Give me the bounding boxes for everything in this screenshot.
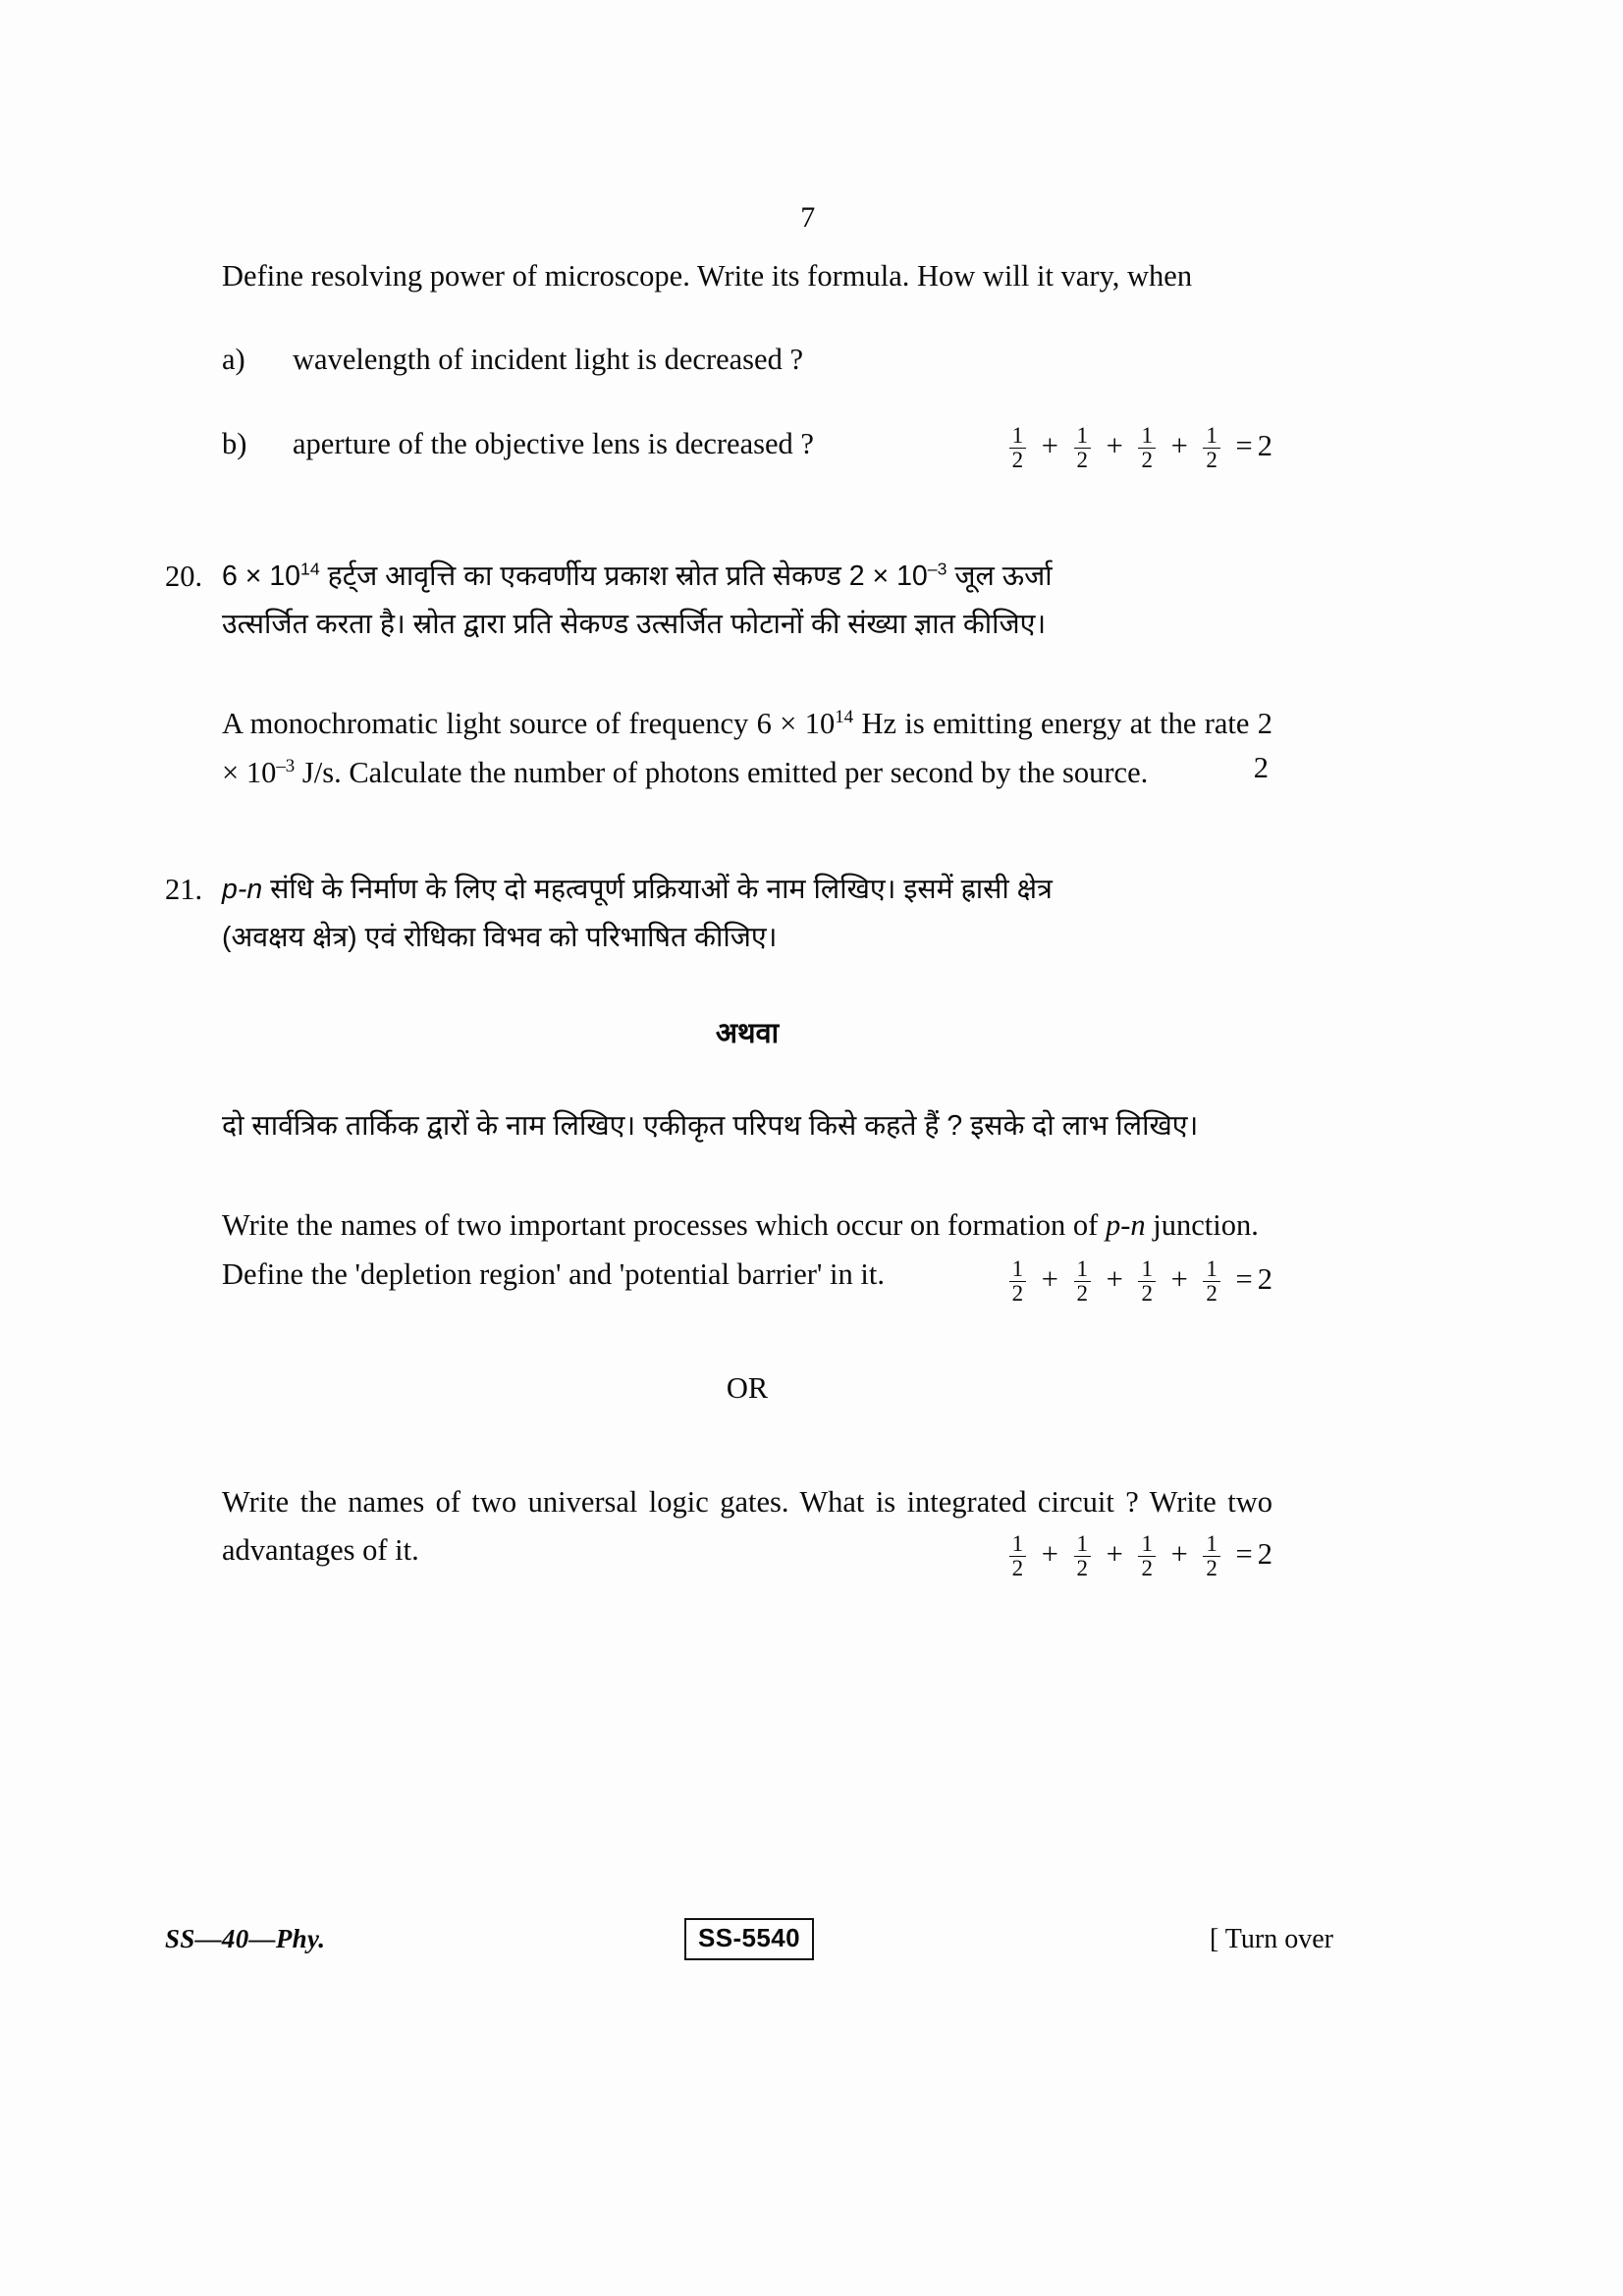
question-20-marks: 2 [1253,751,1269,785]
paper-code-box: SS-5540 [684,1918,814,1960]
question-19-item-a [222,336,1272,384]
fraction-half: $\frac{1}{2}$ [1138,424,1156,472]
page-number: 7 [800,201,816,234]
fraction-half: $\frac{1}{2}$ [1074,1257,1092,1306]
question-19-stem: Define resolving power of microscope. Write its formula. How will it vary, when [222,259,1193,293]
question-20-number: 20. [165,560,203,594]
q21-en-pn-label: p-n [1105,1208,1146,1243]
q20-hindi-seg-1: 6 × 10 [222,561,301,593]
fraction-half: $\frac{1}{2}$ [1203,1532,1220,1580]
q20-en-seg-1: A monochromatic light source of frequency 6 × 10 [222,707,836,741]
page-footer [165,1924,1333,1973]
fraction-half: $\frac{1}{2}$ [1009,1257,1027,1306]
fraction-half: $\frac{1}{2}$ [1074,1532,1092,1580]
page-content [165,201,1333,1580]
question-20-hindi [222,553,1272,649]
q21-hindi-line-2: (अवक्षय क्षेत्र) एवं रोधिका विभव को परिभाषित कीजिए। [222,922,778,954]
question-19-marks: $\frac{1}{2}$ + $\frac{1}{2}$ + $\frac{1}{2}$ + $\frac{1}{2}$ = 2 [1006,422,1272,472]
q20-hindi-seg-3: जूल ऊर्जा [947,561,1053,593]
question-21-number: 21. [165,873,203,907]
q21-en-seg-1: Write the names of two important processes which occur on formation of [222,1208,1106,1243]
footer-paper-code: SS—40—Phy. [165,1924,326,1953]
item-label-b: b) [222,426,247,460]
question-21 [165,866,1333,962]
or-heading: OR [726,1370,769,1405]
q20-en-exp-1: 14 [835,707,854,728]
question-19-item-b [222,420,1272,472]
question-20 [165,553,1333,649]
athwa-heading-wrapper [222,1013,1272,1051]
question-21-english-alternative: Write the names of two universal logic gates. What is integrated circuit ? Write two advantages of it. [222,1484,1272,1568]
athwa-heading: अथवा [715,1018,780,1050]
footer-turn-over: [ Turn over [1209,1924,1333,1954]
fraction-half: $\frac{1}{2}$ [1138,1532,1156,1580]
fraction-half: $\frac{1}{2}$ [1138,1257,1156,1306]
q20-hindi-exp-1: 14 [300,559,320,579]
q20-en-exp-2: –3 [276,755,296,776]
fraction-half: $\frac{1}{2}$ [1009,424,1027,472]
q20-en-seg-2: Hz is emitting energy at the rate 2 × 10 [222,707,1272,789]
q20-hindi-exp-2: –3 [927,559,947,579]
q21-en-seg-2: junction. Define the 'depletion region' and 'potential barrier' in it. [222,1208,1259,1291]
q20-hindi-line-2: उत्सर्जित करता है। स्रोत द्वारा प्रति सेकण्ड उत्सर्जित फोटानों की संख्या ज्ञात कीजिए। [222,609,1047,641]
fraction-half: $\frac{1}{2}$ [1009,1532,1027,1580]
question-21-hindi-alternative: दो सार्वत्रिक तार्किक द्वारों के नाम लिखिए। एकीकृत परिपथ किसे कहते हैं ? इसके दो लाभ लिखिए। [222,1110,1199,1143]
question-21-alt-marks: $\frac{1}{2}$ + $\frac{1}{2}$ + $\frac{1}{2}$ + $\frac{1}{2}$ = 2 [1006,1532,1272,1580]
item-text-a: wavelength of incident light is decreased ? [293,343,804,377]
item-label-a: a) [222,343,245,377]
fraction-half: $\frac{1}{2}$ [1203,424,1220,472]
footer-code-box-wrapper [684,1918,814,1960]
question-21-hindi [222,866,1272,962]
fraction-half: $\frac{1}{2}$ [1203,1257,1220,1306]
q20-en-seg-3: J/s. Calculate the number of photons emitted per second by the source. [295,755,1149,789]
q21-hindi-pn-label: p-n [222,874,263,906]
q21-hindi-line-1: संधि के निर्माण के लिए दो महत्वपूर्ण प्रक्रियाओं के नाम लिखिए। इसमें ह्रासी क्षेत्र [262,874,1053,906]
fraction-half: $\frac{1}{2}$ [1074,424,1092,472]
q20-hindi-seg-2: हर्ट्ज आवृत्ति का एकवर्णीय प्रकाश स्रोत प्रति सेकण्ड 2 × 10 [319,561,928,593]
or-heading-wrapper [222,1371,1272,1406]
question-21-marks: $\frac{1}{2}$ + $\frac{1}{2}$ + $\frac{1}{2}$ + $\frac{1}{2}$ = 2 [1006,1257,1272,1306]
question-20-english [222,700,1272,797]
item-text-b: aperture of the objective lens is decreased ? [293,426,814,460]
